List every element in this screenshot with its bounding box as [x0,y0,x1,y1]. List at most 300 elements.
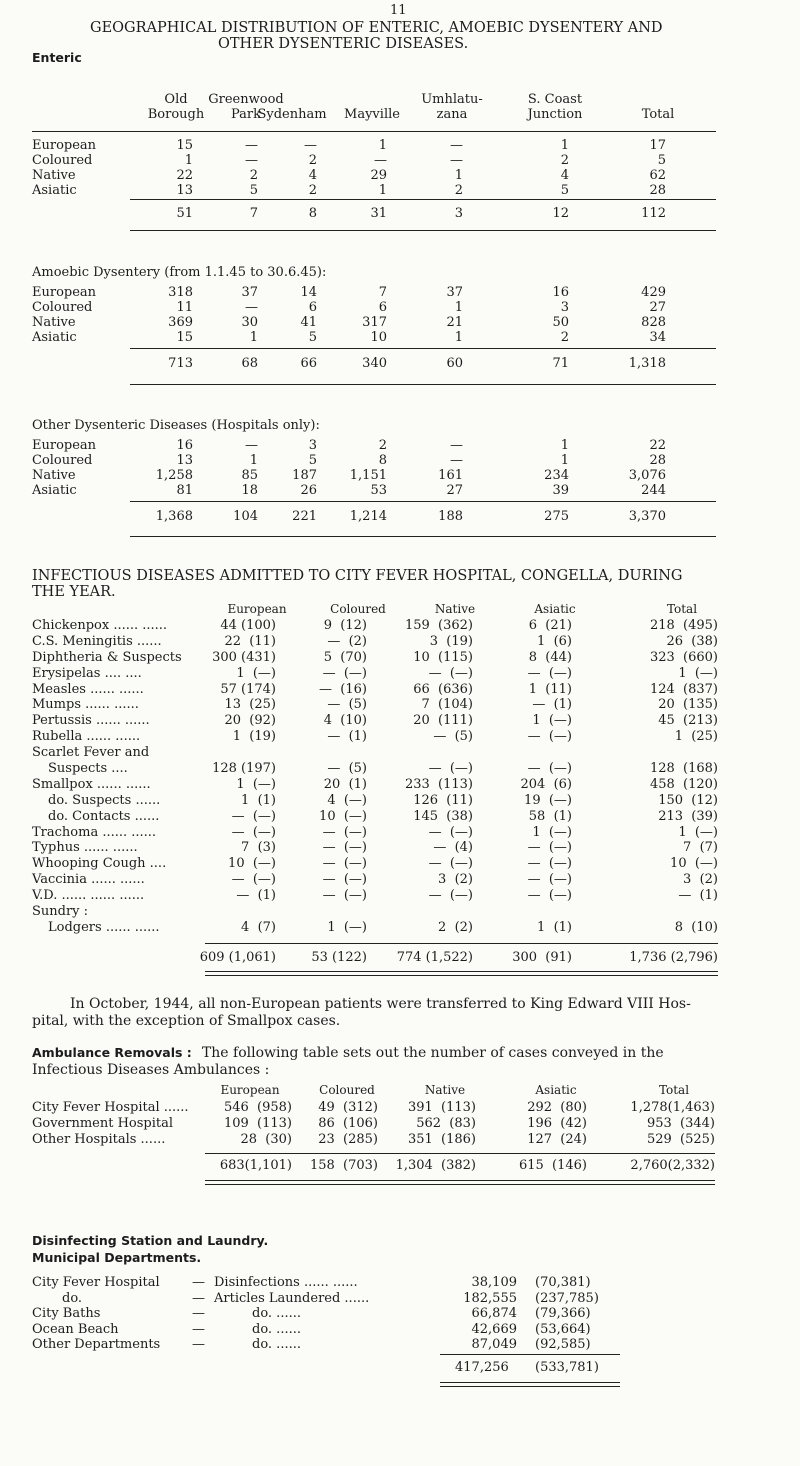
count: 182,555 [463,1290,517,1306]
table-cell: — (—) [231,872,276,888]
table-cell: 66 (636) [413,681,473,697]
table-cell: — (—) [322,872,367,888]
table-cell: — [304,138,317,153]
table-cell: 218 (495) [649,618,718,633]
table-cell: 1 (1) [537,919,572,935]
table-cell: — (5) [327,697,367,713]
table-cell: 234 [544,468,569,483]
dash: — [192,1290,205,1306]
table-cell: 458 (120) [649,776,718,792]
table-cell: 7 (7) [683,840,718,856]
table-cell: 2 [378,438,387,453]
table-cell: 4 (10) [323,713,367,729]
table-cell: 3 (19) [429,633,473,649]
table-cell: 20 (1) [323,776,367,792]
table-cell: — (—) [322,856,367,872]
table-cell: 213 (39) [658,808,718,824]
table-cell: 1 (25) [674,729,718,745]
table-cell: — (—) [428,665,473,681]
table-cell: — (1) [532,697,572,713]
table-row [0,920,800,936]
column-header: Junction [527,107,583,122]
table-cell: 204 (6) [520,776,572,792]
total-cell: 609 (1,061) [199,950,276,965]
table-cell: — (—) [527,856,572,872]
column-header: Coloured [330,602,386,616]
other-bottom-rule [130,536,716,537]
table-cell: 2 [249,168,258,183]
table-cell: 112 [641,206,666,221]
disease-label: Sundry : [32,904,89,920]
enteric-column-headers [0,92,800,126]
column-header: Mayville [344,107,400,122]
table-cell: 60 [446,356,463,371]
ambulance-table [0,1100,800,1148]
enteric-total-rule [130,199,716,200]
table-cell: 150 (12) [658,792,718,808]
table-cell: — (—) [527,761,572,777]
table-cell: 6 [378,300,387,315]
department-name: City Baths [32,1306,101,1322]
table-cell: 37 [446,285,463,300]
table-cell: 41 [300,315,317,330]
table-cell: 196 (42) [527,1116,587,1131]
page-title-line1: GEOGRAPHICAL DISTRIBUTION OF ENTERIC, AMOEBIC DYSENTERY AND [90,20,663,36]
table-cell: 22 [649,438,666,453]
table-row [0,453,800,468]
row-label: Coloured [32,153,93,168]
row-label: European [32,438,97,453]
table-cell: 20 (92) [224,713,276,729]
ambulance-total-rule [205,1153,715,1154]
table-cell: 13 (25) [224,697,276,713]
amoebic-table [0,285,800,345]
table-cell: 126 (11) [413,792,473,808]
table-cell: — (—) [428,761,473,777]
totals-row [0,356,800,371]
table-cell: 1 (—) [678,665,718,681]
disinfecting-total-count: 417,256 [455,1360,509,1375]
disease-label: Suspects .... [48,761,128,777]
table-cell: 4 (7) [241,919,276,935]
disease-label: Rubella ...... ...... [32,729,141,745]
table-cell: 1 (—) [532,824,572,840]
table-cell: 5 (70) [323,649,367,665]
row-label: Native [32,468,76,483]
table-cell: — (2) [327,633,367,649]
row-label: Asiatic [32,330,77,345]
service-item: Disinfections ...... ...... [214,1275,358,1290]
table-cell: 1 [378,138,387,153]
table-cell: 3 [560,300,569,315]
table-cell: 3 (2) [438,872,473,888]
table-row [0,315,800,330]
table-cell: 318 [168,285,193,300]
table-cell: 1 (1) [241,792,276,808]
service-item: do. ...... [252,1337,301,1353]
table-cell: 3,370 [628,509,666,524]
table-cell: — (—) [322,840,367,856]
table-cell: 1 [454,330,463,345]
table-cell: 127 (24) [527,1132,587,1147]
table-cell: — [450,138,463,153]
table-cell: 6 [308,300,317,315]
table-cell: 1 [560,453,569,468]
total-cell: 774 (1,522) [396,950,473,965]
table-cell: 233 (113) [404,776,473,792]
table-cell: 26 [300,483,317,498]
table-row [0,153,800,168]
disease-label: Typhus ...... ...... [32,840,138,856]
table-cell: 8 [378,453,387,468]
count: 66,874 [471,1306,517,1322]
table-cell: 317 [362,315,387,330]
row-label: Native [32,168,76,183]
disease-label: Vaccinia ...... ...... [32,872,145,888]
table-cell: 1,151 [349,468,387,483]
row-label: Native [32,315,76,330]
table-cell: 85 [241,468,258,483]
disease-label: Mumps ...... ...... [32,697,139,713]
table-cell: — (—) [527,665,572,681]
table-cell: 340 [362,356,387,371]
column-header: Coloured [319,1083,375,1097]
total-cell: 2,760(2,332) [630,1158,715,1173]
table-cell: 429 [641,285,666,300]
table-cell: 3,076 [628,468,666,483]
page-number: 11 [390,3,407,18]
table-cell: 53 [370,483,387,498]
table-cell: 5 [308,330,317,345]
table-cell: 8 [308,206,317,221]
table-cell: 2 [308,183,317,198]
table-cell: — [245,300,258,315]
table-row [0,666,800,682]
list-item [32,1291,772,1307]
table-cell: 188 [438,509,463,524]
table-cell: 1 (11) [528,681,572,697]
table-cell: 39 [552,483,569,498]
table-cell: — (—) [322,665,367,681]
table-cell: 20 (111) [413,713,473,729]
table-cell: 10 [370,330,387,345]
table-cell: 145 (38) [413,808,473,824]
count: 42,669 [471,1321,517,1337]
table-row [0,872,800,888]
department-name: Ocean Beach [32,1321,119,1337]
table-cell: — (—) [428,824,473,840]
table-cell: 3 [454,206,463,221]
row-label: Coloured [32,453,93,468]
infectious-title-line1: INFECTIOUS DISEASES ADMITTED TO CITY FEVER HOSPITAL, CONGELLA, DURING [32,568,683,584]
department-name: City Fever Hospital [32,1275,160,1290]
disease-label: Whooping Cough .... [32,856,167,872]
table-cell: 27 [649,300,666,315]
disease-label: Smallpox ...... ...... [32,776,151,792]
table-row [0,888,800,904]
table-cell: 713 [168,356,193,371]
table-cell: 828 [641,315,666,330]
table-cell: 1 (—) [678,824,718,840]
table-row [0,468,800,483]
table-row [0,168,800,183]
table-cell: 275 [544,509,569,524]
table-cell: — [374,153,387,168]
table-cell: 128 (168) [649,761,718,777]
table-cell: 28 [649,453,666,468]
table-cell: 14 [300,285,317,300]
dash: — [192,1275,205,1290]
table-cell: 22 [176,168,193,183]
table-cell: — (1) [678,888,718,904]
table-cell: 26 (38) [666,633,718,649]
table-cell: 8 (10) [674,919,718,935]
table-cell: 28 [649,183,666,198]
amoebic-label: Amoebic Dysentery (from 1.1.45 to 30.6.45): [32,265,327,280]
table-cell: 37 [241,285,258,300]
table-cell: — [450,453,463,468]
disease-label: Erysipelas .... .... [32,665,142,681]
other-dysenteric-totals [0,509,800,524]
table-row [0,618,800,634]
table-cell: 66 [300,356,317,371]
table-cell: 2 [454,183,463,198]
table-cell: 10 (—) [228,856,276,872]
disease-label: Chickenpox ...... ...... [32,618,168,633]
table-row [0,856,800,872]
row-label: Government Hospital [32,1116,174,1131]
table-row [0,682,800,698]
dash: — [192,1306,205,1322]
table-cell: 292 (80) [527,1100,587,1115]
disease-label: Trachoma ...... ...... [32,824,157,840]
table-cell: 8 (44) [528,649,572,665]
disease-label: Measles ...... ...... [32,681,144,697]
table-cell: 19 (—) [524,792,572,808]
table-row [0,438,800,453]
table-cell: 1 [249,453,258,468]
table-cell: 81 [176,483,193,498]
table-cell: — (—) [231,808,276,824]
table-cell: 11 [176,300,193,315]
enteric-bottom-rule [130,230,716,231]
count: 87,049 [471,1337,517,1353]
row-label: Asiatic [32,183,77,198]
disease-label: do. Contacts ...... [48,808,160,824]
table-cell: 128 (197) [212,761,276,777]
table-cell: 5 [249,183,258,198]
table-cell: 300 (431) [212,649,276,665]
table-cell: 562 (83) [416,1116,476,1131]
list-item [32,1275,772,1291]
list-item [32,1322,772,1338]
column-header: Umhlatu- [421,92,483,107]
disinfecting-double-rule [440,1382,620,1387]
page-title-line2: OTHER DYSENTERIC DISEASES. [218,36,469,52]
table-cell: 62 [649,168,666,183]
disease-label: Diphtheria & Suspects [32,649,182,665]
table-cell: — (5) [433,729,473,745]
table-cell: 953 (344) [646,1116,715,1131]
table-cell: 10 (—) [319,808,367,824]
table-cell: 10 (—) [670,856,718,872]
table-cell: 1,278(1,463) [630,1100,715,1115]
table-cell: 2 (2) [438,919,473,935]
transfer-note-line2: pital, with the exception of Smallpox cases. [32,1013,341,1029]
table-cell: — (—) [428,888,473,904]
table-cell: 1 [378,183,387,198]
list-item [32,1337,772,1353]
dash: — [192,1337,205,1353]
table-cell: — (—) [527,840,572,856]
table-cell: 4 [308,168,317,183]
table-cell: 4 [560,168,569,183]
table-cell: 1 [454,300,463,315]
table-cell: 22 (11) [224,633,276,649]
table-cell: — (—) [527,729,572,745]
table-cell: 12 [552,206,569,221]
total-cell: 300 (91) [512,950,572,965]
column-header: Asiatic [534,602,576,616]
table-cell: 7 (3) [241,840,276,856]
table-cell: 30 [241,315,258,330]
row-label: Coloured [32,300,93,315]
disinfecting-total-rule [440,1354,620,1355]
table-cell: 7 [378,285,387,300]
table-cell: — (—) [231,824,276,840]
table-cell: — [450,153,463,168]
table-cell: 13 [176,183,193,198]
column-header: Native [424,1083,466,1097]
ambulance-text-line2: Infectious Diseases Ambulances : [32,1062,270,1078]
table-cell: 1,368 [155,509,193,524]
column-header: Park [230,107,261,122]
table-cell: — (—) [322,824,367,840]
enteric-header-rule [32,131,716,132]
row-label: European [32,285,97,300]
table-cell: 124 (837) [649,681,718,697]
previous-year-count: (79,366) [535,1306,591,1322]
column-header: European [227,602,287,616]
column-header: Asiatic [535,1083,577,1097]
table-cell: 58 (1) [528,808,572,824]
table-cell: 3 [308,438,317,453]
column-header: Total [641,107,675,122]
table-cell: 2 [560,153,569,168]
table-row [0,138,800,153]
table-row [0,634,800,650]
row-label: City Fever Hospital ...... [32,1100,189,1115]
table-cell: 7 [249,206,258,221]
table-cell: — (—) [322,888,367,904]
table-cell: 391 (113) [407,1100,476,1115]
table-cell: 3 (2) [683,872,718,888]
table-cell: — [245,153,258,168]
table-cell: 31 [370,206,387,221]
table-row [0,840,800,856]
table-cell: 1 (—) [236,665,276,681]
disease-label: V.D. ...... ...... ...... [32,888,145,904]
table-cell: 20 (135) [658,697,718,713]
table-row [0,825,800,841]
table-cell: 187 [292,468,317,483]
column-header: Native [434,602,476,616]
table-cell: — [245,138,258,153]
column-header: Greenwood [208,92,284,107]
table-cell: 161 [438,468,463,483]
table-row [0,697,800,713]
table-cell: 17 [649,138,666,153]
table-cell: — (5) [327,761,367,777]
enteric-table [0,138,800,198]
table-cell: 34 [649,330,666,345]
table-cell: 1 [560,438,569,453]
table-cell: 546 (958) [223,1100,292,1115]
table-cell: 1,214 [349,509,387,524]
table-cell: 4 (—) [327,792,367,808]
column-header: zana [436,107,468,122]
disease-label: C.S. Meningitis ...... [32,633,162,649]
row-label: European [32,138,97,153]
table-cell: 5 [560,183,569,198]
table-row [0,729,800,745]
column-header: Total [658,1083,690,1097]
ambulance-heading-row [32,1045,664,1061]
infectious-double-rule [205,971,718,976]
table-cell: 5 [308,453,317,468]
disease-label: Pertussis ...... ...... [32,713,150,729]
column-header: Total [666,602,698,616]
department-name: Other Departments [32,1337,161,1353]
table-cell: 221 [292,509,317,524]
total-cell: 1,736 (2,796) [629,950,718,965]
service-item: do. ...... [252,1306,301,1322]
table-cell: — (—) [428,856,473,872]
table-row [0,904,800,920]
table-cell: 1,318 [628,356,666,371]
table-cell: 351 (186) [407,1132,476,1147]
table-cell: 10 (115) [413,649,473,665]
table-row [0,745,800,761]
total-cell: 615 (146) [518,1158,587,1173]
other-total-rule [130,501,716,502]
table-row [0,300,800,315]
previous-year-count: (237,785) [535,1290,599,1306]
table-row [0,1100,800,1116]
disinfecting-table [32,1275,772,1353]
infectious-total-rule [205,943,718,944]
totals-row [0,206,800,221]
disinfecting-total-paren: (533,781) [535,1360,599,1375]
table-cell: 71 [552,356,569,371]
table-cell: 6 (21) [528,618,572,633]
table-row [0,1132,800,1148]
table-cell: 1 [560,138,569,153]
municipal-departments-heading: Municipal Departments. [32,1250,202,1265]
table-cell: — (4) [433,840,473,856]
table-cell: 369 [168,315,193,330]
table-cell: 109 (113) [223,1116,292,1131]
table-cell: 51 [176,206,193,221]
table-cell: — [245,438,258,453]
table-cell: 1 [184,153,193,168]
row-label: Other Hospitals ...... [32,1132,166,1147]
count: 38,109 [471,1275,517,1290]
table-cell: 1 [454,168,463,183]
table-cell: 2 [560,330,569,345]
table-cell: — (16) [319,681,367,697]
infectious-title-line2: THE YEAR. [32,584,116,600]
